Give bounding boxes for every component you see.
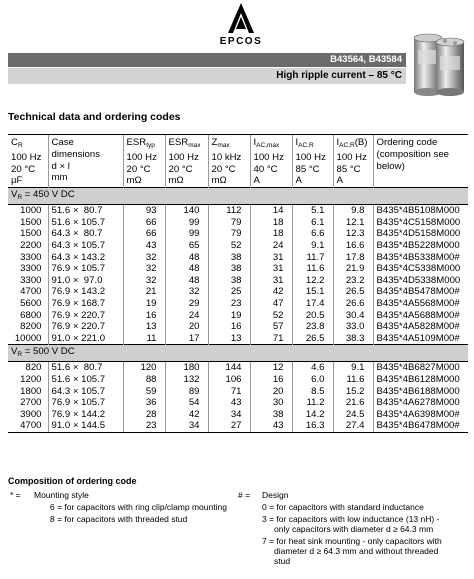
table-cell: 43	[123, 240, 165, 252]
table-cell: 106	[208, 374, 250, 386]
column-header: $C_R$ 100 Hz 20 °C µF	[8, 135, 48, 188]
table-cell: 24	[250, 240, 292, 252]
column-header: Ordering code (composition see below)	[373, 135, 468, 188]
table-cell: 71	[250, 333, 292, 345]
table-cell: 51.6 × 105.7	[48, 374, 123, 386]
table-cell: 57	[250, 321, 292, 333]
table-row	[8, 397, 468, 409]
table-cell: 1000	[20, 205, 42, 217]
table-cell: B435*4B5228M000	[373, 240, 468, 252]
table-cell: 28	[123, 409, 165, 421]
table-cell: 99	[165, 217, 208, 229]
table-cell: 31	[250, 275, 292, 287]
table-cell: 21.6	[333, 397, 373, 409]
table-cell: 112	[208, 205, 250, 217]
table-cell: 43	[208, 397, 250, 409]
table-cell: 48	[165, 263, 208, 275]
table-cell: 26.5	[292, 333, 333, 345]
table-cell: B435*4D5158M000	[373, 228, 468, 240]
table-cell: 13	[208, 333, 250, 345]
table-cell: 20	[165, 321, 208, 333]
column-header: $I_{AC,R}$ 100 Hz 85 °C A	[292, 135, 333, 188]
table-cell: 9.1	[292, 240, 333, 252]
table-cell: 79	[208, 228, 250, 240]
table-cell: 34	[165, 420, 208, 432]
table-cell: 120	[123, 362, 165, 374]
table-cell: 6800	[20, 309, 42, 321]
table-cell: 38.3	[333, 333, 373, 345]
table-cell: 17.8	[333, 252, 373, 264]
table-cell: 12.2	[292, 275, 333, 287]
design-option-0: 0 = for capacitors with standard inductance	[262, 502, 424, 512]
design-option-7-note-end: stud	[274, 556, 291, 566]
table-cell: B435*4C5338M000	[373, 263, 468, 275]
table-cell: 48	[165, 252, 208, 264]
column-header: Case dimensions d × l mm	[48, 135, 123, 188]
table-cell: 88	[123, 374, 165, 386]
mounting-label: Mounting style	[34, 490, 89, 500]
table-cell: 38	[208, 275, 250, 287]
table-cell: 36	[123, 397, 165, 409]
table-cell: 38	[208, 252, 250, 264]
table-cell: 23.2	[333, 275, 373, 287]
table-cell: 31	[250, 252, 292, 264]
table-row	[8, 420, 468, 432]
table-cell: 27.4	[333, 420, 373, 432]
table-row	[8, 275, 468, 287]
table-cell: 91.0 × 144.5	[48, 420, 123, 432]
table-row	[8, 386, 468, 398]
table-cell: 6.0	[292, 374, 333, 386]
table-cell: B435*4B5478M00#	[373, 286, 468, 298]
table-cell: 6.6	[292, 228, 333, 240]
table-cell: 180	[165, 362, 208, 374]
table-cell: 76.9 × 220.7	[48, 321, 123, 333]
series-title-bar: B43564, B43584	[8, 53, 406, 67]
voltage-group-450	[8, 188, 468, 345]
table-cell: 23	[208, 298, 250, 310]
column-header: $ESR_{max}$ 100 Hz 20 °C mΩ	[165, 135, 208, 188]
table-cell: 5.1	[292, 205, 333, 217]
table-cell: 31	[250, 263, 292, 275]
table-cell: B435*4A5568M00#	[373, 298, 468, 310]
section-title: Technical data and ordering codes	[8, 111, 181, 123]
table-cell: 16	[123, 310, 165, 322]
table-cell: B435*4C5158M000	[373, 217, 468, 229]
epcos-logo-icon	[228, 3, 254, 35]
table-row	[8, 298, 468, 310]
table-cell: 91.0 × 97.0	[48, 275, 123, 287]
table-cell: 42	[165, 409, 208, 421]
table-header-row	[8, 135, 468, 188]
voltage-row: $V_R = 500$ V DC	[8, 345, 468, 362]
table-row	[8, 374, 468, 386]
design-symbol: # =	[238, 490, 251, 500]
table-cell: 16.3	[292, 420, 333, 432]
capacitor-product-image	[410, 28, 470, 98]
table-cell: 21	[123, 286, 165, 298]
table-cell: 32	[123, 275, 165, 287]
table-cell: 3900	[20, 408, 42, 420]
table-cell: 21.9	[333, 263, 373, 275]
table-cell: 79	[208, 217, 250, 229]
table-cell: 11.7	[292, 252, 333, 264]
table-cell: 26.5	[333, 286, 373, 298]
table-cell: 140	[165, 205, 208, 217]
table-cell: 4.6	[292, 362, 333, 374]
table-cell: 18	[250, 217, 292, 229]
table-cell: 51.6 × 80.7	[48, 362, 123, 374]
table-cell: 14.2	[292, 409, 333, 421]
table-cell: 9.8	[333, 205, 373, 217]
table-cell: 76.9 × 220.7	[48, 310, 123, 322]
design-label: Design	[262, 490, 289, 500]
table-row	[8, 333, 468, 345]
table-cell: 93	[123, 205, 165, 217]
table-cell: B435*4B5108M000	[373, 205, 468, 217]
table-cell: 23.8	[292, 321, 333, 333]
table-cell: 32	[123, 263, 165, 275]
table-cell: B435*4A5109M00#	[373, 333, 468, 345]
table-cell: 16.6	[333, 240, 373, 252]
table-cell: 820	[25, 362, 42, 374]
table-cell: 91.0 × 221.0	[48, 333, 123, 345]
table-cell: 51.6 × 80.7	[48, 205, 123, 217]
table-cell: 3300	[20, 251, 42, 263]
table-cell: 4700	[20, 286, 42, 298]
table-row	[8, 310, 468, 322]
table-cell: 1800	[20, 385, 42, 397]
table-cell: 8200	[20, 321, 42, 333]
table-cell: 14	[250, 205, 292, 217]
table-cell: 76.9 × 144.2	[48, 409, 123, 421]
table-cell: 29	[165, 298, 208, 310]
table-cell: 32	[165, 286, 208, 298]
table-cell: 16	[208, 321, 250, 333]
table-row	[8, 228, 468, 240]
table-cell: 54	[165, 397, 208, 409]
table-cell: 38	[208, 263, 250, 275]
design-option-7: 7 = for heat sink mounting - only capacitors with	[262, 536, 442, 546]
table-row	[8, 217, 468, 229]
design-option-7-note: diameter d ≥ 64.3 mm and without threaded	[274, 546, 439, 556]
table-cell: B435*4B6128M000	[373, 374, 468, 386]
series-subtitle-bar: High ripple current – 85 °C	[8, 68, 406, 84]
table-cell: 27	[208, 420, 250, 432]
table-row	[8, 409, 468, 421]
table-cell: 64.3 × 143.2	[48, 252, 123, 264]
table-cell: 76.9 × 143.2	[48, 286, 123, 298]
table-cell: B435*4B6478M00#	[373, 420, 468, 432]
table-cell: 64.3 × 105.7	[48, 240, 123, 252]
table-cell: 26.6	[333, 298, 373, 310]
technical-data-table	[8, 134, 468, 433]
brand-name: EPCOS	[219, 36, 263, 47]
table-cell: 6.1	[292, 217, 333, 229]
epcos-logo	[206, 3, 276, 51]
table-cell: 17.4	[292, 298, 333, 310]
design-option-3: 3 = for capacitors with low inductance (13 nH) -	[262, 514, 440, 524]
mounting-symbol: * =	[10, 490, 21, 500]
table-cell: 48	[165, 275, 208, 287]
table-cell: 59	[123, 386, 165, 398]
table-cell: 11.6	[333, 374, 373, 386]
table-cell: 43	[250, 420, 292, 432]
table-cell: 47	[250, 298, 292, 310]
table-cell: 76.9 × 105.7	[48, 263, 123, 275]
table-cell: 3300	[20, 263, 42, 275]
table-row	[8, 205, 468, 217]
table-cell: 11.2	[292, 397, 333, 409]
column-header: $I_{AC,max}$ 100 Hz 40 °C A	[250, 135, 292, 188]
table-cell: 89	[165, 386, 208, 398]
table-cell: 5600	[20, 297, 42, 309]
table-cell: 11	[123, 333, 165, 345]
table-cell: 52	[208, 240, 250, 252]
voltage-group-500	[8, 345, 468, 433]
table-cell: 12.1	[333, 217, 373, 229]
mounting-option-8: 8 = for capacitors with threaded stud	[50, 514, 188, 524]
table-cell: 9.1	[333, 362, 373, 374]
table-cell: 10000	[14, 332, 42, 344]
table-cell: 16	[250, 374, 292, 386]
table-row	[8, 362, 468, 374]
table-cell: 2200	[20, 239, 42, 251]
table-cell: 19	[123, 298, 165, 310]
table-cell: 76.9 × 105.7	[48, 397, 123, 409]
table-cell: 76.9 × 168.7	[48, 298, 123, 310]
table-cell: 1200	[20, 373, 42, 385]
table-cell: 13	[123, 321, 165, 333]
table-cell: 20.5	[292, 310, 333, 322]
table-cell: 34	[208, 409, 250, 421]
table-cell: B435*4A6278M000	[373, 397, 468, 409]
table-cell: 11.6	[292, 263, 333, 275]
table-cell: 12	[250, 362, 292, 374]
table-cell: B435*4B6827M000	[373, 362, 468, 374]
voltage-row: $V_R = 450$ V DC	[8, 188, 468, 205]
table-cell: 1500	[20, 228, 42, 240]
table-cell: 19	[208, 310, 250, 322]
table-row	[8, 286, 468, 298]
composition-title: Composition of ordering code	[8, 476, 137, 486]
table-cell: B435*4D5338M000	[373, 275, 468, 287]
table-cell: 71	[208, 386, 250, 398]
table-cell: 25	[208, 286, 250, 298]
table-cell: 23	[123, 420, 165, 432]
table-cell: 8.5	[292, 386, 333, 398]
table-cell: 66	[123, 228, 165, 240]
table-cell: 1500	[20, 216, 42, 228]
table-cell: 4700	[8, 420, 48, 432]
table-cell: 132	[165, 374, 208, 386]
column-header: $Z_{max}$ 10 kHz 20 °C mΩ	[208, 135, 250, 188]
design-option-3-note: only capacitors with diameter d ≥ 64.3 mm	[274, 524, 434, 534]
table-cell: 15.1	[292, 286, 333, 298]
table-cell: 51.6 × 105.7	[48, 217, 123, 229]
table-cell: B435*4B5338M00#	[373, 252, 468, 264]
table-cell: 65	[165, 240, 208, 252]
table-cell: 144	[208, 362, 250, 374]
table-cell: 15.2	[333, 386, 373, 398]
table-cell: 18	[250, 228, 292, 240]
table-cell: 32	[123, 252, 165, 264]
table-row	[8, 240, 468, 252]
table-cell: B435*4A5828M00#	[373, 321, 468, 333]
column-header: $ESR_{typ}$ 100 Hz 20 °C mΩ	[123, 135, 165, 188]
table-cell: 66	[123, 217, 165, 229]
table-row	[8, 321, 468, 333]
table-cell: 52	[250, 310, 292, 322]
table-cell: 24.5	[333, 409, 373, 421]
table-cell: 30.4	[333, 310, 373, 322]
column-header: $I_{AC,R}(B)$ 100 Hz 85 °C A	[333, 135, 373, 188]
table-cell: 33.0	[333, 321, 373, 333]
table-cell: 38	[250, 409, 292, 421]
table-row	[8, 252, 468, 264]
table-cell: 64.3 × 105.7	[48, 386, 123, 398]
table-cell: B435*4B6188M000	[373, 386, 468, 398]
table-cell: B435*4A6398M00#	[373, 409, 468, 421]
table-cell: B435*4A5688M00#	[373, 310, 468, 322]
table-cell: 42	[250, 286, 292, 298]
table-cell: 3300	[20, 274, 42, 286]
table-cell: 30	[250, 397, 292, 409]
table-cell: 20	[250, 386, 292, 398]
table-cell: 17	[165, 333, 208, 345]
table-row	[8, 263, 468, 275]
table-cell: 12.3	[333, 228, 373, 240]
mounting-option-6: 6 = for capacitors with ring clip/clamp mounting	[50, 502, 227, 512]
table-cell: 64.3 × 80.7	[48, 228, 123, 240]
table-cell: 24	[165, 310, 208, 322]
table-cell: 2700	[20, 397, 42, 409]
table-cell: 99	[165, 228, 208, 240]
